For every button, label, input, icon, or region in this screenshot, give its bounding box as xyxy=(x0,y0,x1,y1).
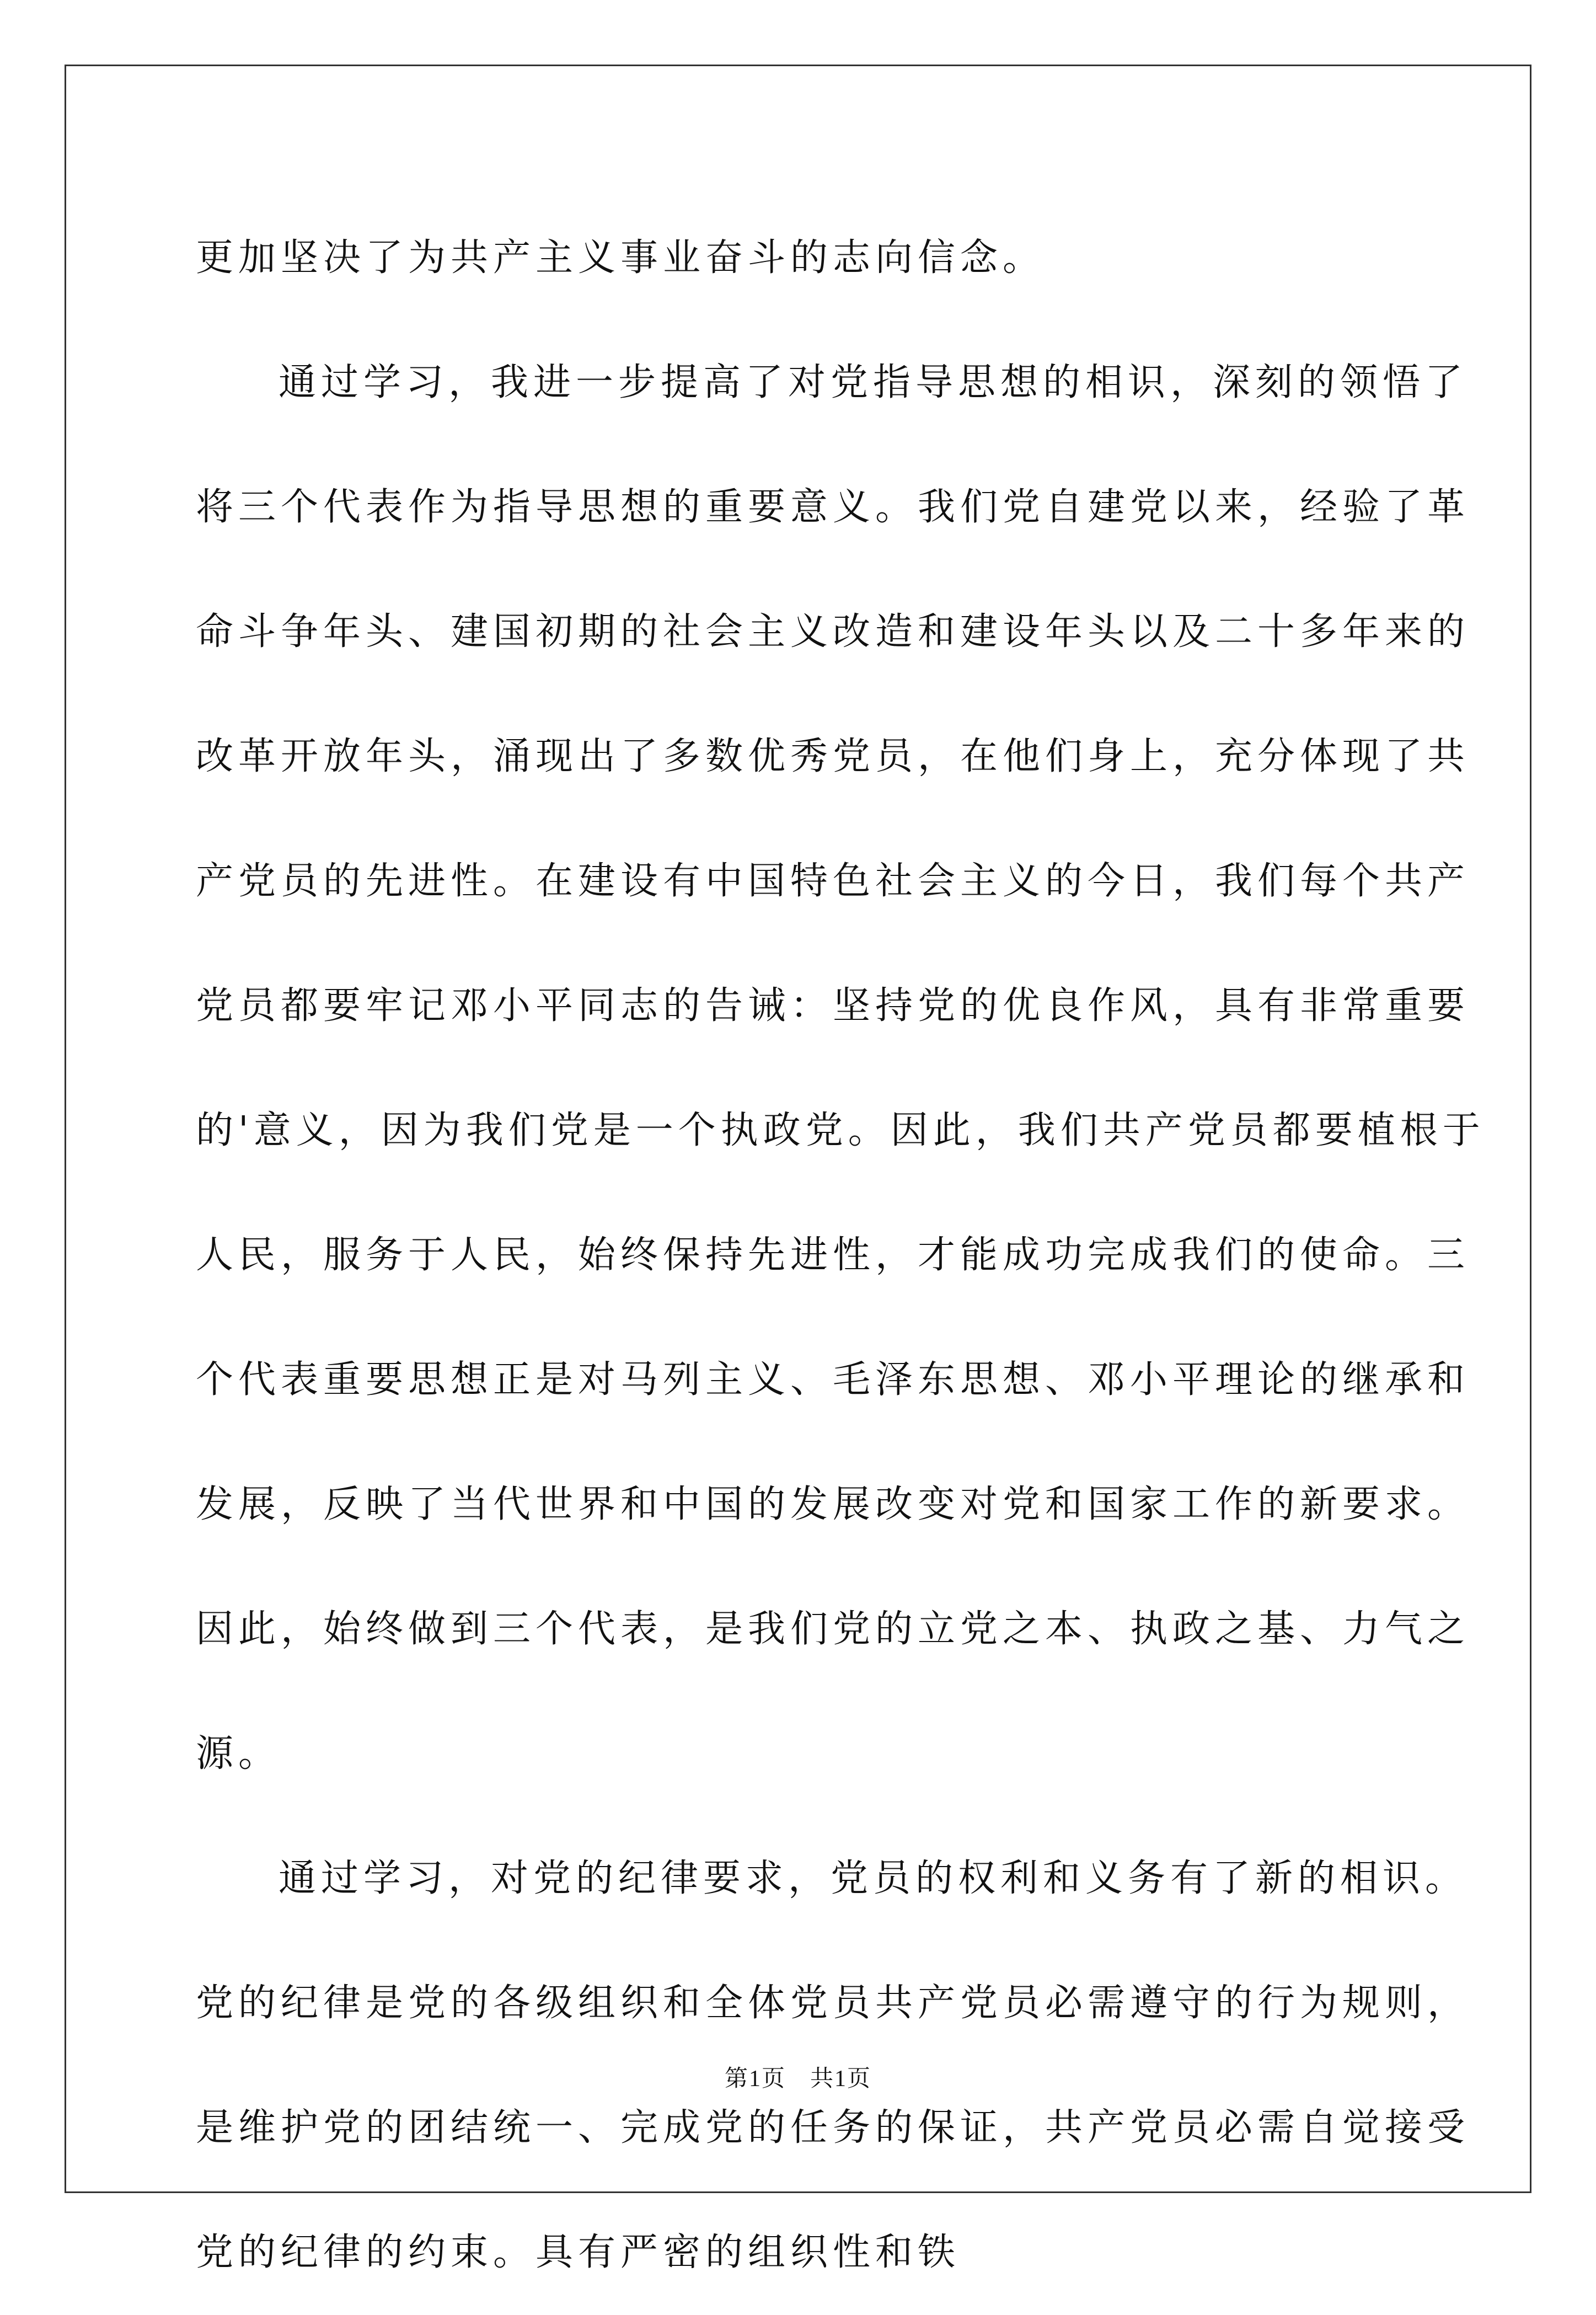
text-line: 党的纪律的约束。具有严密的组织性和铁 xyxy=(196,2231,961,2274)
text-line: 党的纪律是党的各级组织和全体党员共产党员必需遵守的行为规则， xyxy=(196,1981,1470,2025)
text-line: 产党员的先进性。在建设有中国特色社会主义的今日，我们每个共产 xyxy=(196,859,1470,903)
page-number-footer: 第1页 共1页 xyxy=(724,2066,871,2092)
text-line: 源。 xyxy=(196,1732,281,1776)
text-line: 发展，反映了当代世界和中国的发展改变对党和国家工作的新要求。 xyxy=(196,1483,1470,1526)
document-body xyxy=(196,196,1485,2315)
text-line: 因此，始终做到三个代表，是我们党的立党之本、执政之基、力气之 xyxy=(196,1607,1470,1651)
text-line: 个代表重要思想正是对马列主义、毛泽东思想、邓小平理论的继承和 xyxy=(196,1358,1470,1402)
text-line: 人民，服务于人民，始终保持先进性，才能成功完成我们的使命。三 xyxy=(196,1233,1470,1277)
text-line: 将三个代表作为指导思想的重要意义。我们党自建党以来，经验了革 xyxy=(196,485,1470,529)
text-line: 更加坚决了为共产主义事业奋斗的志向信念。 xyxy=(196,236,1046,280)
text-line: 命斗争年头、建国初期的社会主义改造和建设年头以及二十多年来的 xyxy=(196,610,1470,654)
text-line: 通过学习，我进一步提高了对党指导思想的相识，深刻的领悟了 xyxy=(279,361,1468,404)
text-line: 的'意义，因为我们党是一个执政党。因此，我们共产党员都要植根于 xyxy=(196,1109,1485,1152)
text-line: 党员都要牢记邓小平同志的告诫：坚持党的优良作风，具有非常重要 xyxy=(196,984,1470,1028)
text-line: 通过学习，对党的纪律要求，党员的权利和义务有了新的相识。 xyxy=(279,1857,1468,1900)
text-line: 是维护党的团结统一、完成党的任务的保证，共产党员必需自觉接受 xyxy=(196,2106,1470,2150)
text-line: 改革开放年头，涌现出了多数优秀党员，在他们身上，充分体现了共 xyxy=(196,735,1470,778)
